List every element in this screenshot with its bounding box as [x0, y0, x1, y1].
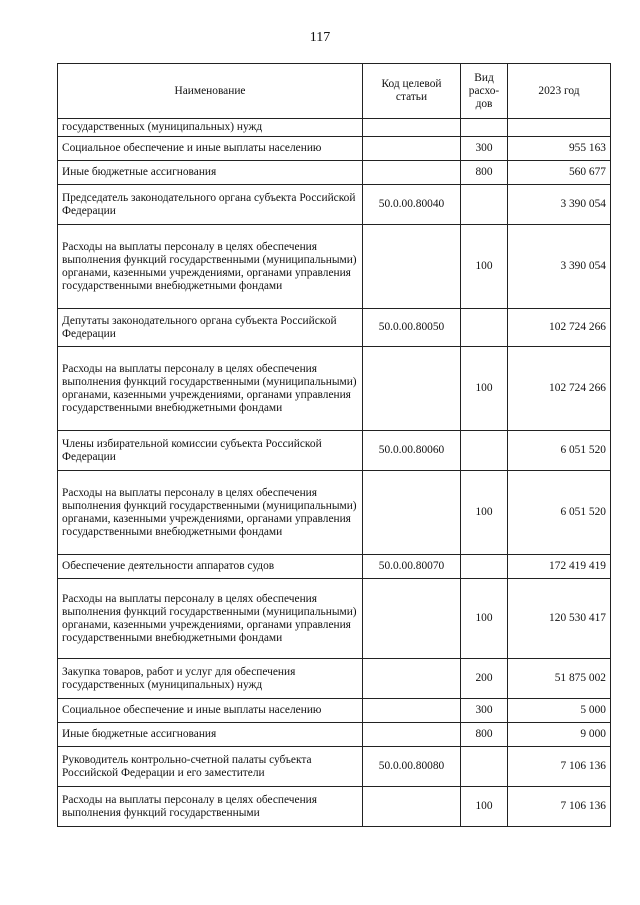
row-code-cell [363, 225, 461, 309]
row-code-cell [363, 699, 461, 723]
table-row [58, 471, 611, 555]
page-number: 117 [309, 30, 331, 45]
header-vid: Вид расхо-дов [461, 64, 508, 119]
row-amount-cell: 9 000 [508, 723, 611, 747]
table-header-row [58, 64, 611, 119]
row-name-cell: Закупка товаров, работ и услуг для обеспечения государственных (муниципальных) нужд [58, 659, 363, 699]
table-row [58, 161, 611, 185]
row-code-cell: 50.0.00.80070 [363, 555, 461, 579]
row-code-cell [363, 579, 461, 659]
table-row [58, 431, 611, 471]
table-row [58, 119, 611, 137]
row-amount-cell: 7 106 136 [508, 747, 611, 787]
row-amount-cell: 102 724 266 [508, 347, 611, 431]
table-row [58, 787, 611, 827]
row-name-cell: Обеспечение деятельности аппаратов судов [58, 555, 363, 579]
row-amount-cell: 51 875 002 [508, 659, 611, 699]
row-vid-cell [461, 309, 508, 347]
row-vid-cell [461, 431, 508, 471]
row-vid-cell: 100 [461, 471, 508, 555]
row-name-cell: Расходы на выплаты персоналу в целях обеспечения выполнения функций государственными (муниципальными) органами, казенными учреждениями, органами управления государственными внебюджетными фондами [58, 579, 363, 659]
row-amount-cell: 560 677 [508, 161, 611, 185]
row-name-cell: Расходы на выплаты персоналу в целях обеспечения выполнения функций государственными [58, 787, 363, 827]
row-amount-cell: 6 051 520 [508, 471, 611, 555]
row-name-cell: Председатель законодательного органа субъекта Российской Федерации [58, 185, 363, 225]
row-code-cell: 50.0.00.80040 [363, 185, 461, 225]
row-code-cell: 50.0.00.80050 [363, 309, 461, 347]
row-code-cell [363, 119, 461, 137]
row-code-cell [363, 787, 461, 827]
table-row [58, 555, 611, 579]
row-name-cell: Иные бюджетные ассигнования [58, 723, 363, 747]
row-name-cell: Расходы на выплаты персоналу в целях обеспечения выполнения функций государственными (муниципальными) органами, казенными учреждениями, органами управления государственными внебюджетными фондами [58, 225, 363, 309]
row-code-cell [363, 161, 461, 185]
row-code-cell [363, 723, 461, 747]
table-row [58, 659, 611, 699]
row-vid-cell: 300 [461, 137, 508, 161]
row-code-cell [363, 347, 461, 431]
row-vid-cell: 100 [461, 787, 508, 827]
row-amount-cell: 7 106 136 [508, 787, 611, 827]
table-row [58, 225, 611, 309]
row-vid-cell: 100 [461, 579, 508, 659]
row-name-cell: Депутаты законодательного органа субъекта Российской Федерации [58, 309, 363, 347]
row-code-cell: 50.0.00.80080 [363, 747, 461, 787]
table-row [58, 185, 611, 225]
row-amount-cell: 6 051 520 [508, 431, 611, 471]
row-vid-cell: 100 [461, 347, 508, 431]
row-vid-cell: 300 [461, 699, 508, 723]
budget-table [57, 63, 611, 827]
row-name-cell: Расходы на выплаты персоналу в целях обеспечения выполнения функций государственными (муниципальными) органами, казенными учреждениями, органами управления государственными внебюджетными фондами [58, 347, 363, 431]
table-row [58, 723, 611, 747]
row-amount-cell: 102 724 266 [508, 309, 611, 347]
row-amount-cell: 5 000 [508, 699, 611, 723]
row-vid-cell: 200 [461, 659, 508, 699]
table-row [58, 309, 611, 347]
row-vid-cell [461, 185, 508, 225]
table-row [58, 347, 611, 431]
row-vid-cell: 800 [461, 723, 508, 747]
row-name-cell: Члены избирательной комиссии субъекта Российской Федерации [58, 431, 363, 471]
row-code-cell [363, 659, 461, 699]
table-row [58, 137, 611, 161]
table-body [58, 119, 611, 827]
header-name: Наименование [58, 64, 363, 119]
row-vid-cell: 100 [461, 225, 508, 309]
header-code: Код целевой статьи [363, 64, 461, 119]
row-amount-cell: 172 419 419 [508, 555, 611, 579]
row-amount-cell: 3 390 054 [508, 225, 611, 309]
row-name-cell: Руководитель контрольно-счетной палаты субъекта Российской Федерации и его заместители [58, 747, 363, 787]
row-vid-cell [461, 747, 508, 787]
row-name-cell: Иные бюджетные ассигнования [58, 161, 363, 185]
table-row [58, 699, 611, 723]
row-code-cell: 50.0.00.80060 [363, 431, 461, 471]
row-amount-cell [508, 119, 611, 137]
header-year: 2023 год [508, 64, 611, 119]
table-row [58, 747, 611, 787]
row-name-cell: государственных (муниципальных) нужд [58, 119, 363, 137]
row-vid-cell [461, 119, 508, 137]
row-amount-cell: 120 530 417 [508, 579, 611, 659]
row-vid-cell [461, 555, 508, 579]
table-row [58, 579, 611, 659]
row-amount-cell: 3 390 054 [508, 185, 611, 225]
row-vid-cell: 800 [461, 161, 508, 185]
row-name-cell: Социальное обеспечение и иные выплаты населению [58, 137, 363, 161]
row-amount-cell: 955 163 [508, 137, 611, 161]
row-code-cell [363, 471, 461, 555]
row-name-cell: Социальное обеспечение и иные выплаты населению [58, 699, 363, 723]
row-name-cell: Расходы на выплаты персоналу в целях обеспечения выполнения функций государственными (муниципальными) органами, казенными учреждениями, органами управления государственными внебюджетными фондами [58, 471, 363, 555]
row-code-cell [363, 137, 461, 161]
